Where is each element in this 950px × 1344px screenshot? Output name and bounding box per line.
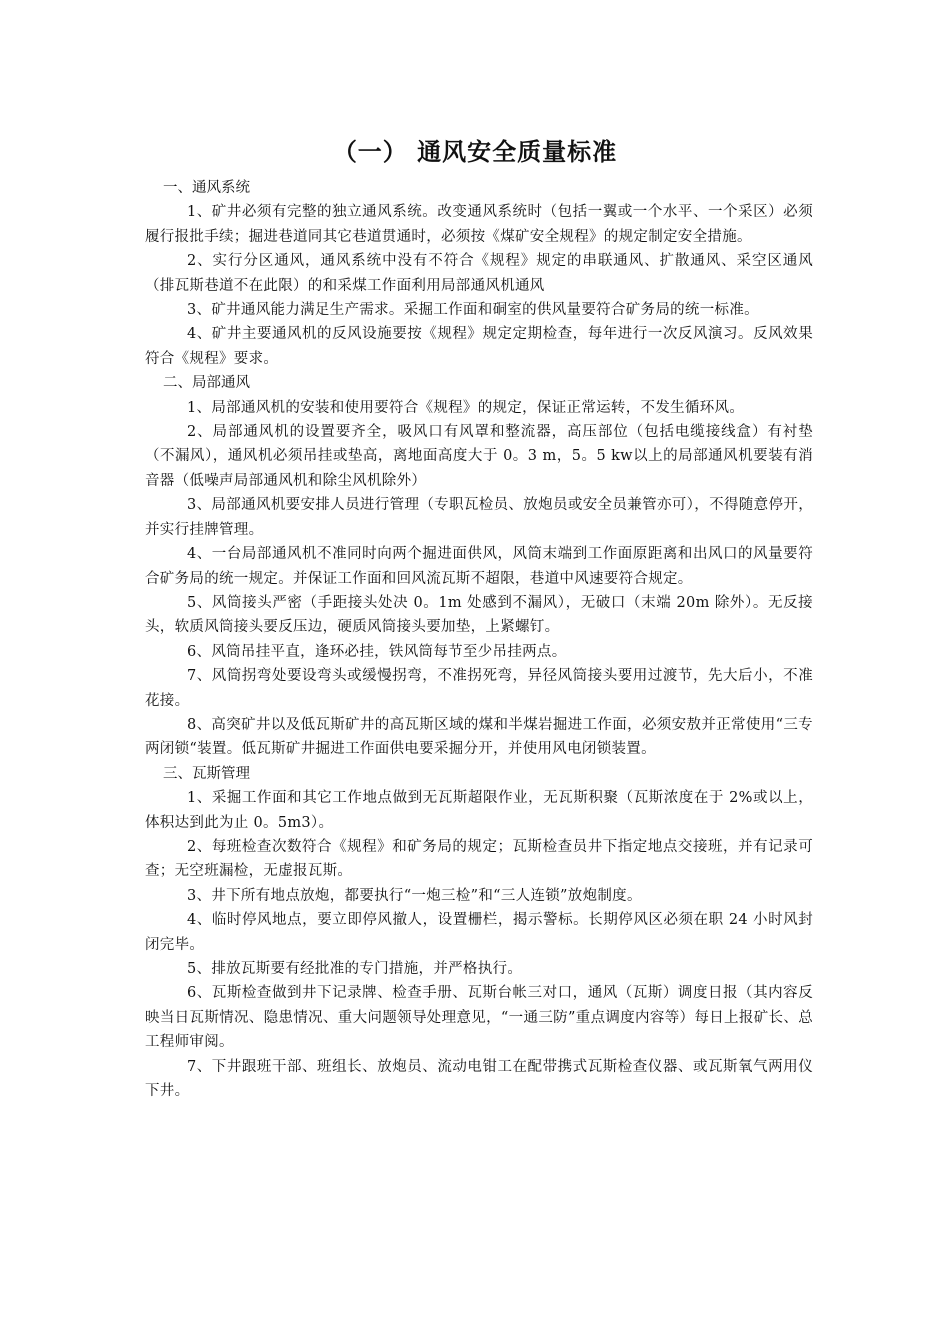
paragraph: 2、实行分区通风，通风系统中没有不符合《规程》规定的串联通风、扩散通风、采空区通风（排瓦斯巷道不在此限）的和采煤工作面利用局部通风机通风 — [145, 253, 813, 294]
paragraph: 6、瓦斯检查做到井下记录牌、检查手册、瓦斯台帐三对口，通风（瓦斯）调度日报（其内容反映当日瓦斯情况、隐患情况、重大问题领导处理意见，“一通三防”重点调度内容等）每日上报矿长、总工程师审阅。 — [145, 985, 813, 1051]
paragraph: 4、矿井主要通风机的反风设施要按《规程》规定定期检查，每年进行一次反风演习。反风效果符合《规程》要求。 — [145, 326, 813, 367]
section-local-ventilation — [145, 371, 813, 762]
paragraph: 3、矿井通风能力满足生产需求。采掘工作面和硐室的供风量要符合矿务局的统一标准。 — [187, 302, 759, 319]
paragraph: 1、局部通风机的安装和使用要符合《规程》的规定，保证正常运转，不发生循环风。 — [187, 399, 745, 416]
paragraph: 8、高突矿井以及低瓦斯矿井的高瓦斯区域的煤和半煤岩掘进工作面，必须安敖并正常使用“三专两闭锁“装置。低瓦斯矿井掘进工作面供电要采掘分开，并使用风电闭锁装置。 — [145, 716, 813, 758]
section-ventilation-system — [145, 176, 813, 371]
paragraph: 3、局部通风机要安排人员进行管理（专职瓦检员、放炮员或安全员兼管亦可），不得随意停开，并实行挂牌管理。 — [145, 497, 813, 538]
paragraph: 5、风筒接头严密（手距接头处决 0。1m 处感到不漏风），无破口（末端 20m 除外）。无反接头，软质风筒接头要反压边，硬质风筒接头要加垫，上紧螺钉。 — [145, 594, 813, 636]
paragraph: 4、一台局部通风机不准同时向两个掘进面供风，风筒末端到工作面原距离和出风口的风量要符合矿务局的统一规定。并保证工作面和回风流瓦斯不超限，巷道中风速要符合规定。 — [145, 546, 813, 587]
paragraph: 7、风筒拐弯处要设弯头或缓慢拐弯，不准拐死弯，异径风筒接头要用过渡节，先大后小，不准花接。 — [145, 668, 813, 709]
paragraph: 2、局部通风机的设置要齐全，吸风口有风罩和整流器，高压部位（包括电缆接线盒）有衬垫（不漏风），通风机必须吊挂或垫高，离地面高度大于 0。3 m，5。5 kw以上的局部通风机要装有消音器（低噪声局部通风机和除尘风机除外） — [145, 424, 813, 489]
paragraph: 5、排放瓦斯要有经批准的专门措施，并严格执行。 — [187, 961, 523, 977]
section-heading: 三、瓦斯管理 — [163, 765, 250, 782]
paragraph: 4、临时停风地点，要立即停风撤人，设置栅栏，揭示警标。长期停风区必须在职 24 小时风封闭完毕。 — [145, 912, 813, 953]
section-gas-management — [145, 762, 813, 1104]
paragraph: 7、下井跟班干部、班组长、放炮员、流动电钳工在配带携式瓦斯检查仪器、或瓦斯氧气两用仪下井。 — [145, 1058, 813, 1100]
section-heading: 一、通风系统 — [163, 180, 250, 196]
paragraph: 1、矿井必须有完整的独立通风系统。改变通风系统时（包括一翼或一个水平、一个采区）必须履行报批手续；掘进巷道同其它巷道贯通时，必须按《煤矿安全规程》的规定制定安全措施。 — [145, 204, 813, 245]
section-heading: 二、局部通风 — [163, 375, 250, 392]
paragraph: 1、采掘工作面和其它工作地点做到无瓦斯超限作业，无瓦斯积聚（瓦斯浓度在于 2%或以上，体积达到此为止 0。5m3）。 — [145, 790, 813, 831]
paragraph: 2、每班检查次数符合《规程》和矿务局的规定；瓦斯检查员井下指定地点交接班，并有记录可查；无空班漏检，无虚报瓦斯。 — [145, 838, 813, 880]
document-body — [145, 176, 813, 1103]
paragraph: 3、井下所有地点放炮，都要执行“一炮三检”和“三人连锁”放炮制度。 — [187, 887, 642, 904]
document-title: （一） 通风安全质量标准 — [332, 138, 618, 166]
paragraph: 6、风筒吊挂平直，逢环必挂，铁风筒每节至少吊挂两点。 — [187, 643, 567, 660]
